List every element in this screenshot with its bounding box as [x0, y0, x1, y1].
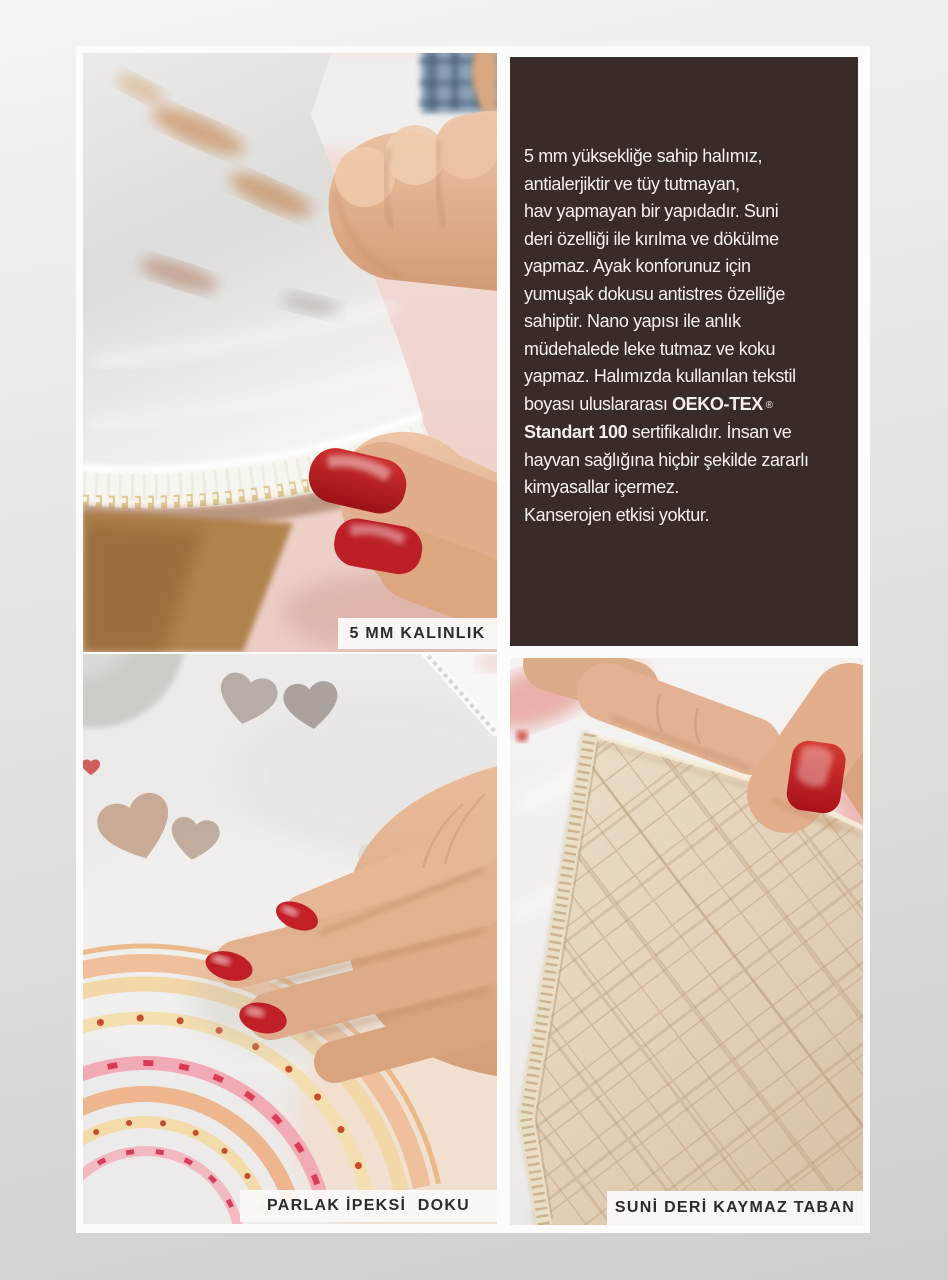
caption-thickness: 5 MM KALINLIK — [338, 618, 497, 649]
photo-silky-texture — [83, 654, 497, 1224]
description-line: antialerjiktir ve tüy tutmayan, — [524, 173, 740, 194]
rug-thickness-illustration — [83, 53, 497, 652]
backing-illustration — [510, 658, 863, 1225]
description-line: müdehalede leke tutmaz ve koku — [524, 338, 776, 359]
description-line: hayvan sağlığına hiçbir şekilde zararlı — [524, 449, 809, 470]
description-line: Standart 100 sertifikalıdır. İnsan ve — [524, 422, 792, 442]
description-line: yapmaz. Halımızda kullanılan tekstil — [524, 366, 796, 386]
caption-base: SUNİ DERİ KAYMAZ TABAN — [607, 1191, 863, 1225]
description-line: deri özelliği ile kırılma ve dökülme — [524, 228, 779, 249]
description-line: kimyasallar içermez. — [524, 477, 680, 497]
description-line: yumuşak dokusu antistres özelliğe — [524, 283, 785, 304]
description-text — [510, 57, 858, 529]
caption-texture: PARLAK İPEKSİ DOKU — [240, 1190, 497, 1222]
description-line: hav yapmayan bir yapıdadır. Suni — [524, 201, 779, 221]
silky-texture-illustration — [83, 654, 497, 1224]
description-line: Kanserojen etkisi yoktur. — [524, 504, 710, 525]
photo-rug-thickness — [83, 53, 497, 652]
thumb-nail — [785, 739, 848, 816]
description-line: 5 mm yüksekliğe sahip halımız, — [524, 146, 763, 166]
description-line: sahiptir. Nano yapısı ile anlık — [524, 311, 741, 331]
photo-antislip-backing — [510, 658, 863, 1225]
description-line: boyası uluslararası OEKO-TEX ® — [524, 393, 774, 414]
description-line: yapmaz. Ayak konforunuz için — [524, 256, 751, 276]
description-panel — [510, 57, 858, 646]
